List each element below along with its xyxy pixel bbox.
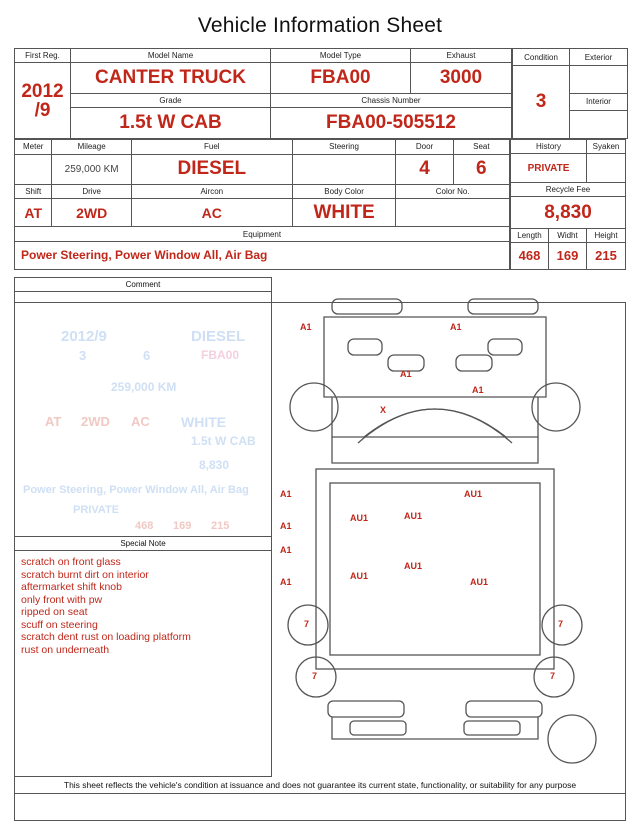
comment-box: [14, 277, 272, 777]
value-length: 468: [510, 243, 548, 270]
value-door: 4: [396, 154, 453, 184]
condition-table: [512, 48, 628, 139]
top-main-table: [14, 48, 512, 139]
damage-mark: AU1: [350, 571, 369, 581]
value-exhaust: 3000: [411, 63, 512, 94]
list-item: ripped on seat: [21, 606, 88, 618]
value-grade: 1.5t W CAB: [71, 108, 271, 139]
label-mileage: Mileage: [52, 140, 131, 155]
ghost-text: AT: [45, 414, 62, 429]
damage-mark: AU1: [464, 489, 483, 499]
value-first-reg: [15, 63, 71, 139]
ghost-text: Power Steering, Power Window All, Air Bag: [23, 484, 249, 496]
ghost-text: 2WD: [81, 414, 110, 429]
ghost-text: WHITE: [181, 414, 227, 430]
value-body-color: WHITE: [292, 199, 396, 227]
label-syaken: Syaken: [587, 140, 626, 154]
label-color-no: Color No.: [396, 184, 510, 199]
damage-mark: A1: [280, 489, 292, 499]
label-body-color: Body Color: [292, 184, 396, 199]
value-widht: 169: [548, 243, 586, 270]
damage-mark: A1: [280, 521, 292, 531]
value-mileage: 259,000 KM: [52, 154, 131, 184]
damage-mark: A1: [280, 577, 292, 587]
label-history: History: [510, 140, 586, 154]
ghost-text: PRIVATE: [73, 504, 120, 516]
ghost-text: AC: [131, 414, 150, 429]
damage-mark: A1: [450, 322, 462, 332]
label-exhaust: Exhaust: [411, 49, 512, 63]
damage-mark: 7: [558, 619, 564, 629]
value-interior: [570, 111, 628, 139]
mid-specs-block: [14, 139, 626, 270]
label-aircon: Aircon: [131, 184, 292, 199]
label-model-name: Model Name: [71, 49, 271, 63]
page-title: Vehicle Information Sheet: [197, 14, 443, 37]
value-recycle-fee: 8,830: [510, 197, 625, 229]
label-seat: Seat: [453, 140, 509, 155]
value-seat: 6: [453, 154, 509, 184]
damage-mark: 7: [304, 619, 310, 629]
damage-mark: A1: [400, 369, 412, 379]
vehicle-outline-svg: [272, 277, 626, 777]
value-chassis-number: FBA00-505512: [271, 108, 512, 139]
ghost-text: 169: [173, 520, 192, 532]
top-specs-block: [14, 48, 626, 139]
damage-mark: X: [380, 405, 387, 415]
ghost-text: 2012/9: [61, 328, 107, 345]
label-condition: Condition: [513, 49, 570, 66]
special-note-list: [15, 551, 271, 656]
damage-mark: 7: [312, 671, 318, 681]
comment-body: [15, 292, 271, 536]
value-first-reg-month: /9: [34, 99, 51, 121]
ghost-text: 3: [79, 348, 87, 363]
value-model-type: FBA00: [271, 63, 411, 94]
damage-mark: AU1: [350, 513, 369, 523]
damage-mark: 7: [550, 671, 556, 681]
damage-mark: A1: [472, 385, 484, 395]
value-condition: 3: [513, 66, 570, 139]
list-item: only front with pw: [21, 593, 103, 606]
value-height: 215: [587, 243, 626, 270]
list-item: scuff on steering: [21, 618, 98, 631]
damage-mark: AU1: [470, 577, 489, 587]
ghost-text: 1.5t W CAB: [191, 434, 256, 448]
value-meter: [15, 154, 52, 184]
label-length: Length: [510, 229, 548, 243]
label-fuel: Fuel: [131, 140, 292, 155]
comment-header: Comment: [15, 278, 271, 292]
label-exterior: Exterior: [570, 49, 628, 66]
label-interior: Interior: [570, 93, 628, 110]
value-history: PRIVATE: [510, 154, 586, 183]
special-note-header: Special Note: [15, 536, 271, 551]
label-widht: Widht: [548, 229, 586, 243]
damage-mark: A1: [300, 322, 312, 332]
ghost-text: FBA00: [201, 348, 240, 362]
label-meter: Meter: [15, 140, 52, 155]
label-first-reg: First Reg.: [15, 49, 71, 63]
vehicle-damage-diagram: [272, 277, 626, 777]
label-model-type: Model Type: [271, 49, 411, 63]
label-steering: Steering: [292, 140, 396, 155]
label-shift: Shift: [15, 184, 52, 199]
value-model-name: CANTER TRUCK: [71, 63, 271, 94]
ghost-text: 215: [211, 520, 230, 532]
label-chassis-number: Chassis Number: [271, 94, 512, 108]
list-item: rust on underneath: [21, 643, 110, 656]
label-door: Door: [396, 140, 453, 155]
label-equipment: Equipment: [15, 227, 510, 242]
value-color-no: [396, 199, 510, 227]
value-drive: 2WD: [52, 199, 131, 227]
list-item: scratch burnt dirt on interior: [21, 568, 149, 581]
ghost-text: 259,000 KM: [111, 380, 177, 394]
ghost-text: 8,830: [199, 458, 230, 472]
value-steering: [292, 154, 396, 184]
label-height: Height: [587, 229, 626, 243]
value-fuel: DIESEL: [131, 154, 292, 184]
mid-main-table: [14, 139, 510, 270]
value-exterior: [570, 66, 628, 94]
lower-area: [14, 277, 626, 777]
label-grade: Grade: [71, 94, 271, 108]
list-item: scratch dent rust on loading platform: [21, 631, 191, 643]
list-item: scratch on front glass: [21, 556, 121, 568]
ghost-text: 6: [143, 348, 151, 363]
value-equipment: Power Steering, Power Window All, Air Bag: [15, 241, 510, 269]
label-recycle-fee: Recycle Fee: [510, 183, 625, 197]
disclaimer-footer: This sheet reflects the vehicle's condition at issuance and does not guarantee its current state, functionality, or suitability for any purpose: [14, 777, 626, 794]
label-drive: Drive: [52, 184, 131, 199]
damage-mark: A1: [280, 545, 292, 555]
value-aircon: AC: [131, 199, 292, 227]
ghost-text: DIESEL: [191, 328, 246, 345]
value-syaken: [587, 154, 626, 183]
value-first-reg-year: 2012: [21, 80, 64, 102]
list-item: aftermarket shift knob: [21, 581, 122, 593]
value-shift: AT: [15, 199, 52, 227]
damage-mark: AU1: [404, 561, 423, 571]
damage-mark: AU1: [404, 511, 423, 521]
mid-side-table: [510, 139, 626, 270]
ghost-text: 468: [135, 520, 154, 532]
